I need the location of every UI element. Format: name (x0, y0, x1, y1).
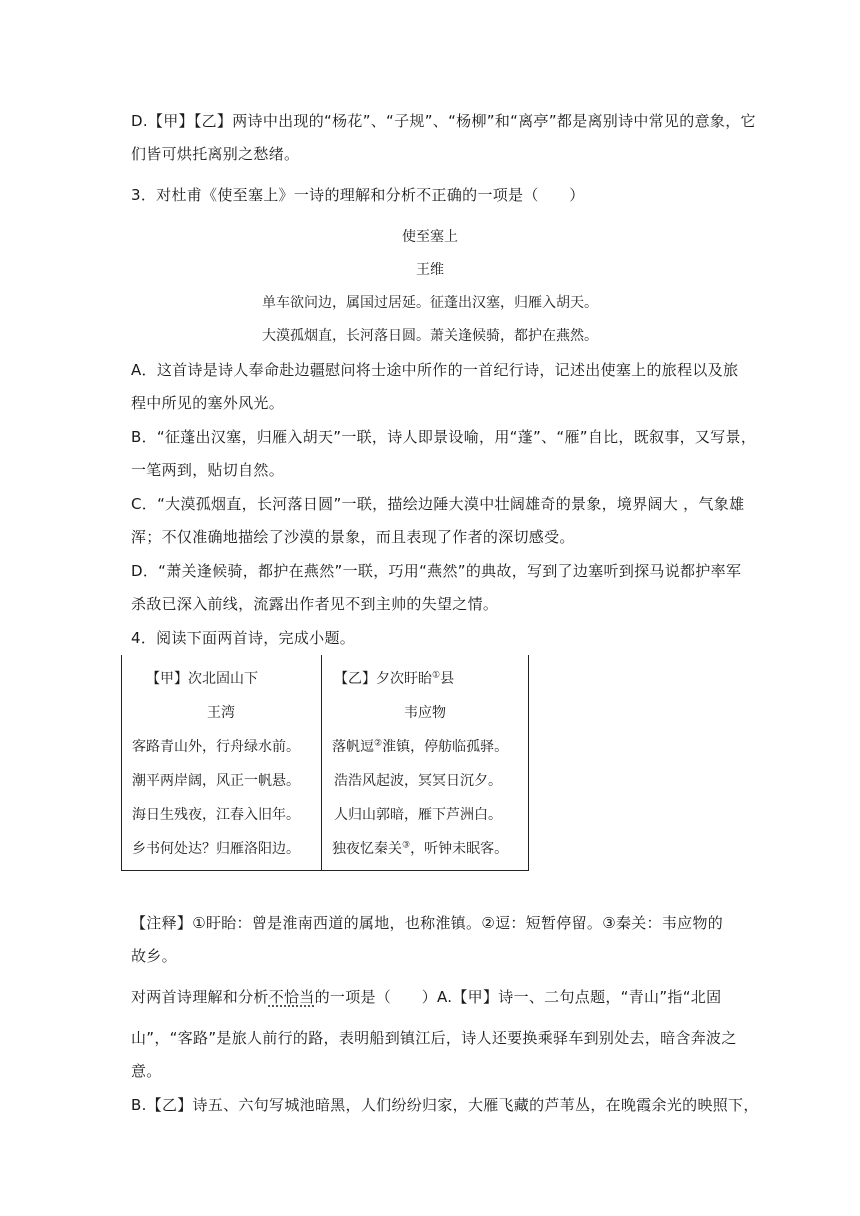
q4-option-b-line-1: B.【乙】诗五、六句写城池暗黑，人们纷纷归家，大雁飞藏的芦苇丛，在晚霞余光的映照下， (131, 1096, 759, 1114)
poem-yi-title-suffix: 县 (440, 671, 455, 687)
question-3-stem: 3．对杜甫《使至塞上》一诗的理解和分析不正确的一项是（ ） (131, 186, 585, 204)
q4-option-a-line-3: 意。 (131, 1062, 162, 1080)
table-divider (321, 655, 322, 870)
footnote-2-marker: ② (374, 738, 383, 749)
poem-yi-line-1 (332, 736, 508, 756)
poem-jia-line-3: 海日生残夜，江春入旧年。 (132, 807, 300, 823)
q4-option-a-line-2: 山”，“客路”是旅人前行的路，表明船到镇江后，诗人还要换乘驿车到别处去，暗含奔波之 (131, 1029, 737, 1047)
poem-yi-line-1-a: 落帆逗 (332, 739, 374, 755)
q4-emphasis-dots: 不恰当 (268, 988, 315, 1006)
poem-yi-line-2: 浩浩风起波，冥冥日沉夕。 (334, 773, 502, 789)
poem-jia-author: 王湾 (207, 705, 235, 721)
poem-jia-line-2: 潮平两岸阔，风正一帆悬。 (132, 773, 300, 789)
poem-yi-line-1-b: 淮镇，停舫临孤驿。 (382, 739, 509, 755)
option-d-line-2: 们皆可烘托离别之愁绪。 (131, 145, 300, 163)
question-4-stem: 4．阅读下面两首诗，完成小题。 (131, 629, 356, 647)
poem-yi-title-text: 【乙】夕次盱眙 (334, 671, 432, 687)
q3-option-d-line-1: D．“萧关逢候骑，都护在燕然”一联，巧用“燕然”的典故，写到了边塞听到探马说都护率军 (131, 562, 742, 580)
poem-author: 王维 (416, 262, 444, 278)
poem-yi-title (334, 668, 454, 688)
q4-stem-prefix: 对两首诗理解和分析 (131, 988, 269, 1006)
annotation-line-1: 【注释】①盱眙：曾是淮南西道的属地，也称淮镇。②逗：短暂停留。③秦关：韦应物的 (131, 914, 724, 932)
q3-option-a-line-2: 程中所见的塞外风光。 (131, 394, 285, 412)
poem-yi-line-3: 人归山郭暗，雁下芦洲白。 (334, 807, 502, 823)
q3-option-b-line-1: B．“征蓬出汉塞，归雁入胡天”一联，诗人即景设喻，用“蓬”、“雁”自比，既叙事，又写景， (131, 428, 757, 446)
poem-yi-line-4 (332, 838, 508, 858)
q3-option-c-line-1: C．“大漠孤烟直，长河落日圆”一联，描绘边陲大漠中壮阔雄奇的景象，境界阔大 ，气象雄 (131, 495, 745, 513)
poem-line-1: 单车欲问边，属国过居延。征蓬出汉塞，归雁入胡天。 (262, 295, 598, 311)
footnote-3-marker: ③ (402, 840, 411, 851)
q3-option-c-line-2: 浑；不仅准确地描绘了沙漠的景象，而且表现了作者的深切感受。 (131, 528, 575, 546)
poem-yi-line-4-b: ，听钟未眠客。 (410, 841, 509, 857)
footnote-1-marker: ① (432, 670, 441, 681)
q3-option-d-line-2: 杀敌已深入前线，流露出作者见不到主帅的失望之情。 (131, 595, 499, 613)
option-d-line-1: D.【甲】【乙】两诗中出现的“杨花”、“子规”、“杨柳”和“离亭”都是离别诗中常见的意象，它 (131, 112, 756, 130)
poem-jia-line-4: 乡书何处达？归雁洛阳边。 (132, 841, 300, 857)
poem-comparison-table (121, 655, 529, 871)
poem-jia-title: 【甲】次北固山下 (146, 671, 258, 687)
q4-stem-line (131, 986, 721, 1007)
poem-yi-line-4-a: 独夜忆秦关 (332, 841, 402, 857)
q4-stem-suffix: 的一项是（ ）A.【甲】诗一、二句点题，“青山”指“北固 (314, 988, 722, 1006)
poem-jia-line-1: 客路青山外，行舟绿水前。 (132, 739, 300, 755)
annotation-line-2: 故乡。 (131, 947, 177, 965)
q3-option-a-line-1: A．这首诗是诗人奉命赴边疆慰问将士途中所作的一首纪行诗，记述出使塞上的旅程以及旅 (131, 361, 739, 379)
poem-line-2: 大漠孤烟直，长河落日圆。萧关逢候骑，都护在燕然。 (262, 328, 598, 344)
q3-option-b-line-2: 一笔两到，贴切自然。 (131, 461, 285, 479)
poem-title: 使至塞上 (402, 229, 458, 245)
poem-yi-author: 韦应物 (404, 705, 446, 721)
